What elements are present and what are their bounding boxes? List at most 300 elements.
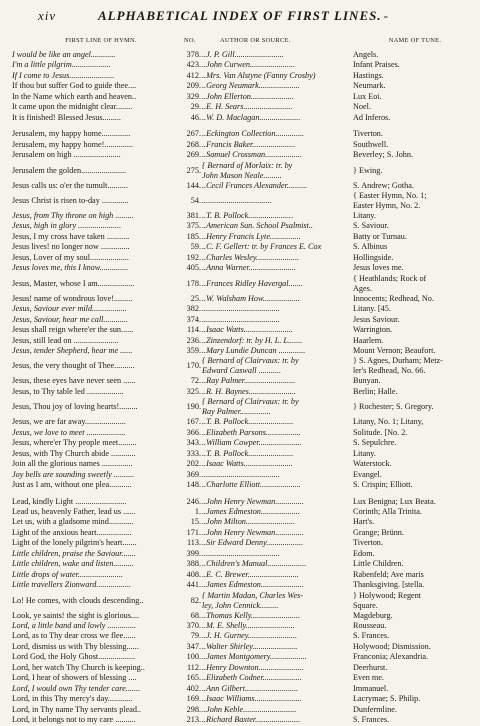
- hymn-number: 46.: [190, 112, 201, 122]
- tune-name: Holywood; Dismission.: [353, 641, 431, 651]
- author-source: ..Frances Ridley Havergal.......: [202, 278, 303, 288]
- index-row: [12, 92, 470, 102]
- index-row: [12, 274, 470, 294]
- tune-name: } S. Agnes, Durham; Metz- ler's Redhead, No. 66.: [353, 356, 443, 376]
- tune-name: Infant Praises.: [353, 60, 400, 70]
- tune-name: Litany. [45.: [353, 304, 391, 314]
- tune-name: S. Andrew; Gotha.: [353, 180, 414, 190]
- first-line: If I come to Jesus......................: [12, 70, 115, 80]
- first-line: Lord, in Thy name Thy servants plead..: [12, 704, 142, 714]
- hymn-number: 366.: [186, 427, 201, 437]
- index-row: [12, 50, 470, 60]
- index-row: [12, 211, 470, 221]
- index-row: [12, 221, 470, 231]
- first-line: Light of the anxious heart.................: [12, 527, 132, 537]
- first-line: Lord, in this Thy mercy's day............: [12, 694, 133, 704]
- first-line: Lord, I would own Thy tender care.......: [12, 683, 141, 693]
- index-row: [12, 684, 470, 694]
- column-header-first-line: FIRST LINE OF HYMN.: [65, 37, 137, 44]
- index-row: [12, 150, 470, 160]
- hymn-number: 82.: [190, 595, 201, 605]
- first-line: Jesus, Saviour ever mild.................: [12, 304, 127, 314]
- index-row: [12, 428, 470, 438]
- hymn-number: 178.: [186, 278, 201, 288]
- index-row: [12, 538, 470, 548]
- page-title: ALPHABETICAL INDEX OF FIRST LINES.: [98, 8, 382, 23]
- author-source: { Bernard of Clairvaux: tr. by Ray Palmer...............: [202, 397, 299, 417]
- tune-name: Deerhurst.: [353, 662, 388, 672]
- author-source: ..Henry Downton......................: [202, 662, 304, 672]
- author-source: ..W. Walsham How..................: [202, 293, 300, 303]
- author-source: ..Charles Wesley.....................: [202, 252, 300, 262]
- hymn-number: 165.: [186, 673, 201, 683]
- hymn-number: 374.: [186, 314, 201, 324]
- hymn-number: 382.: [186, 304, 201, 314]
- first-line: It came upon the midnight clear........: [12, 102, 133, 112]
- author-source: ..M. E. Shelly........................: [202, 621, 295, 631]
- tune-name: S. Frances.: [353, 715, 390, 725]
- tune-name: Dunfermline.: [353, 704, 397, 714]
- tune-name: Little Children.: [353, 559, 404, 569]
- index-row: [12, 570, 470, 580]
- first-line: Jerusalem, my happy home!..............: [12, 139, 133, 149]
- author-source: { Bernard of Clairvaux: tr. by Edward Caswall ...........: [202, 356, 299, 376]
- first-line: Lo! He comes, with clouds descending..: [12, 595, 144, 605]
- author-source: ..Eckington Collection..............: [202, 129, 305, 139]
- index-row: [12, 580, 470, 590]
- first-line: Lord, dismiss us with Thy blessing......: [12, 641, 139, 651]
- tune-name: Franconia; Alexandria.: [353, 652, 429, 662]
- hymn-number: 275.: [186, 165, 201, 175]
- index-row: [12, 376, 470, 386]
- first-line: Jerusalem the golden......................: [12, 165, 127, 175]
- hymn-number: 167.: [186, 417, 201, 427]
- first-line: Little drops of water......................: [12, 569, 123, 579]
- index-row: [12, 387, 470, 397]
- index-row: [12, 346, 470, 356]
- hymn-number: 1.: [194, 506, 201, 516]
- index-row: [12, 315, 470, 325]
- author-source: ..T. B. Pollock......................: [202, 417, 294, 427]
- author-source: ..John Milton........................: [202, 517, 296, 527]
- first-line: Jesus, high in glory .....................: [12, 221, 122, 231]
- hymn-number: 15.: [190, 517, 201, 527]
- first-line: Just as I am, without one plea...........: [12, 480, 132, 490]
- first-line: Jesus, these eyes have never seen ......: [12, 376, 136, 386]
- tune-name: Magdeburg.: [353, 610, 393, 620]
- index-row: [12, 336, 470, 346]
- author-source: ..Isaac Watts........................: [202, 325, 293, 335]
- author-source: ..James Edmeston.....................: [202, 580, 304, 590]
- author-source: ......................................: [202, 314, 280, 324]
- index-row: [12, 517, 470, 527]
- tune-name: S. Frances.: [353, 631, 390, 641]
- hymn-number: 54.: [190, 195, 201, 205]
- first-line: Joy bells are sounding sweetly ..........: [12, 469, 135, 479]
- column-headers: [12, 32, 470, 44]
- first-line: Light of the lonely pilgrim's heart.......: [12, 538, 137, 548]
- hymn-number: 148.: [186, 480, 201, 490]
- hymn-number: 378.: [186, 50, 201, 59]
- index-row: [12, 304, 470, 314]
- author-source: ..Thomas Kelly........................: [202, 610, 301, 620]
- tune-name: Solitude. [No. 2.: [353, 427, 408, 437]
- first-line: Little children, wake and listen..........: [12, 559, 134, 569]
- first-line: Lord, as to Thy dear cross we flee......: [12, 631, 136, 641]
- author-source: ..John Keble..........................: [202, 704, 297, 714]
- index-row: [12, 181, 470, 191]
- index-row: [12, 129, 470, 139]
- hymn-number: 79.: [190, 631, 201, 641]
- first-line: Lord, her watch Thy Church is keeping..: [12, 662, 145, 672]
- index-row: [12, 191, 470, 211]
- tune-name: Hastings.: [353, 70, 384, 80]
- hymn-number: 412.: [186, 70, 201, 80]
- hymn-number: 246.: [186, 496, 201, 506]
- tune-name: Litany.: [353, 448, 376, 458]
- author-source: { Martin Madan, Charles Wes- ley, John Cennick.........: [202, 590, 303, 610]
- author-source: ..James Edmeston...................: [202, 506, 300, 516]
- author-source: { Bernard of Morlaix: tr. by John Mason Neale.........: [202, 160, 293, 180]
- hymn-number: 113.: [186, 538, 201, 548]
- index-row: [12, 611, 470, 621]
- hymn-number: 192.: [186, 252, 201, 262]
- tune-name: Rousseau.: [353, 621, 387, 631]
- first-line: If thou but suffer God to guide thee....: [12, 81, 137, 91]
- tune-name: Ad Inferos.: [353, 112, 391, 122]
- tune-name: Jesus loves me.: [353, 263, 404, 273]
- tune-name: Neumark.: [353, 81, 386, 91]
- hymn-number: 114.: [186, 325, 201, 335]
- author-source: ..Cecil Frances Alexander..........: [202, 180, 308, 190]
- tune-name: } Ewing.: [353, 165, 383, 175]
- tune-name: Angels.: [353, 50, 379, 59]
- first-line: Jesus lives! no longer now ..............: [12, 242, 130, 252]
- tune-name: Evangel.: [353, 469, 382, 479]
- hymn-number: 370.: [186, 621, 201, 631]
- author-source: ..................................: [202, 195, 272, 205]
- tune-name: Lux Benigna; Lux Beata.: [353, 496, 436, 506]
- first-line: Look, ye saints! the sight is glorious....: [12, 610, 140, 620]
- author-source: ......................................: [202, 304, 280, 314]
- author-source: ..W. D. Maclagan....................: [202, 112, 301, 122]
- index-row: [12, 113, 470, 123]
- tune-name: { Easter Hymn, No. 1; Easter Hymn, No. 2.: [353, 190, 427, 210]
- first-line: Jesus, Saviour, hear me call............: [12, 314, 128, 324]
- page-number: xiv: [38, 8, 57, 23]
- hymn-number: 375.: [186, 221, 201, 231]
- author-source: ..Charlotte Elliott....................: [202, 480, 301, 490]
- tune-name: Lux Eoi.: [353, 91, 382, 101]
- tune-name: Mount Vernon; Beaufort.: [353, 345, 436, 355]
- index-row: [12, 449, 470, 459]
- index-section-i: [12, 50, 470, 123]
- author-source: ..American Sun. School Psalmist..: [202, 221, 313, 231]
- first-line: Jesus loves me, this I know..............: [12, 263, 129, 273]
- hymn-number: 369.: [186, 469, 201, 479]
- first-line: It is finished! Blessed Jesus.........: [12, 112, 121, 122]
- hymn-number: 423.: [186, 60, 201, 70]
- hymn-number: 29.: [190, 102, 201, 112]
- index-row: [12, 242, 470, 252]
- author-source: ..J. P. Gill........................: [202, 50, 284, 59]
- first-line: Jerusalem on high .......................: [12, 150, 121, 160]
- index-row: [12, 356, 470, 376]
- first-line: Lead us, heavenly Father, lead us ......: [12, 506, 136, 516]
- author-source: ......................................: [202, 548, 280, 558]
- author-source: ..John Curwen......................: [202, 60, 296, 70]
- first-line: Jesus, Thou joy of loving hearts!.........: [12, 402, 138, 412]
- tune-name: Batty or Turnau.: [353, 231, 407, 241]
- index-row: [12, 102, 470, 112]
- index-row: [12, 497, 470, 507]
- author-source: ..William Cowper.....................: [202, 438, 302, 448]
- author-source: ..E. C. Brewer.........................: [202, 569, 299, 579]
- hymn-number: 408.: [186, 569, 201, 579]
- tune-name: } Holywood; Regent Square.: [353, 590, 422, 610]
- index-row: [12, 673, 470, 683]
- author-source: ..J. H. Gurney........................: [202, 631, 298, 641]
- tune-name: S. Sepulchre.: [353, 438, 397, 448]
- tune-name: Warrington.: [353, 325, 393, 335]
- first-line: Jesus calls us: o'er the tumult..........: [12, 180, 128, 190]
- hymn-number: 269.: [186, 150, 201, 160]
- author-source: ..Richard Baxter......................: [202, 715, 301, 725]
- hymn-number: 267.: [186, 129, 201, 139]
- tune-name: } Rochester; S. Gregory.: [353, 402, 434, 412]
- hymn-number: 325.: [186, 386, 201, 396]
- author-source: ..Isaac Watts........................: [202, 459, 293, 469]
- hymn-number: 25.: [190, 293, 201, 303]
- tune-name: Hart's.: [353, 517, 375, 527]
- first-line: Jesus, with Thy Church abide ............: [12, 448, 136, 458]
- first-line: Jesus, Master, whose I am..................: [12, 278, 135, 288]
- first-line: Jesus, still lead on ......................: [12, 335, 119, 345]
- title-mark: -: [383, 8, 389, 23]
- tune-name: { Heathlands; Rock of Ages.: [353, 273, 427, 293]
- first-line: I'm a little pilgrim...................: [12, 60, 111, 70]
- hymn-number: 68.: [190, 610, 201, 620]
- index-row: [12, 459, 470, 469]
- hymn-number: 298.: [186, 704, 201, 714]
- index-row: [12, 694, 470, 704]
- tune-name: Waterstock.: [353, 459, 392, 469]
- tune-name: Jesus Saviour.: [353, 314, 400, 324]
- first-line: Lord, I hear of showers of blessing ....: [12, 673, 137, 683]
- author-source: ..Isaac Williams.......................: [202, 694, 302, 704]
- first-line: Jesus, we love to meet ...................: [12, 427, 126, 437]
- hymn-number: 268.: [186, 139, 201, 149]
- author-source: ..Sir Edward Denny..................: [202, 538, 304, 548]
- index-row: [12, 71, 470, 81]
- column-header-tune: NAME OF TUNE.: [388, 37, 442, 44]
- index-row: [12, 480, 470, 490]
- tune-name: S. Saviour.: [353, 221, 389, 231]
- hymn-number: 441.: [186, 580, 201, 590]
- hymn-number: 329.: [186, 91, 201, 101]
- tune-name: Grange; Brünn.: [353, 527, 404, 537]
- index-row: [12, 621, 470, 631]
- author-source: ..T. B. Pollock......................: [202, 448, 294, 458]
- hymn-number: 59.: [190, 242, 201, 252]
- tune-name: Corinth; Alla Trinita.: [353, 506, 422, 516]
- tune-name: Tiverton.: [353, 538, 383, 548]
- index-row: [12, 438, 470, 448]
- tune-name: Hollingside.: [353, 252, 394, 262]
- tune-name: Lacrymae; S. Philip.: [353, 694, 421, 704]
- author-source: ..John Ellerton.....................: [202, 91, 294, 101]
- hymn-number: 359.: [186, 345, 201, 355]
- tune-name: Southwell.: [353, 139, 389, 149]
- author-source: ..John Henry Newman..............: [202, 527, 304, 537]
- index-row: [12, 397, 470, 417]
- index-row: [12, 652, 470, 662]
- index-row: [12, 232, 470, 242]
- index-row: [12, 591, 470, 611]
- author-source: ..Mrs. Van Alstyne (Fanny Crosby): [202, 70, 316, 80]
- index-row: [12, 417, 470, 427]
- tune-name: Innocents; Redhead, No.: [353, 293, 434, 303]
- hymn-number: 100.: [186, 652, 201, 662]
- hymn-number: 72.: [190, 376, 201, 386]
- first-line: Jesus Christ is risen to-day .............: [12, 195, 129, 205]
- author-source: ..Francis Baker.....................: [202, 139, 296, 149]
- author-source: ..R. H. Baynes.......................: [202, 386, 296, 396]
- hymn-number: 209.: [186, 81, 201, 91]
- index-row: [12, 663, 470, 673]
- author-source: ..Elizabeth Codner...................: [202, 673, 302, 683]
- first-line: Jesus! name of wondrous love!.........: [12, 293, 133, 303]
- index-row: [12, 631, 470, 641]
- first-line: Jesus, we are far away....................: [12, 417, 126, 427]
- hymn-number: 171.: [186, 527, 201, 537]
- tune-name: Beverley; S. John.: [353, 150, 414, 160]
- index-row: [12, 60, 470, 70]
- author-source: ..John Henry Newman..............: [202, 496, 304, 506]
- index-section-l: [12, 497, 470, 726]
- first-line: Let us, with a gladsome mind............: [12, 517, 134, 527]
- tune-name: Noel.: [353, 102, 371, 112]
- author-source: ..E. H. Sears........................: [202, 102, 293, 112]
- first-line: Lord God, the Holy Ghost..................: [12, 652, 136, 662]
- index-row: [12, 642, 470, 652]
- hymn-number: 399.: [186, 548, 201, 558]
- hymn-number: 170.: [186, 361, 201, 371]
- first-line: Jesus, the very thought of Thee..........: [12, 361, 135, 371]
- author-source: ..T. B. Pollock......................: [202, 210, 294, 220]
- tune-name: Litany, No. 1; Litany,: [353, 417, 424, 427]
- tune-name: Haarlem.: [353, 335, 384, 345]
- tune-name: Even me.: [353, 673, 384, 683]
- index-row: [12, 253, 470, 263]
- tune-name: S. Albinus: [353, 242, 388, 252]
- first-line: Jesus shall reign where'er the sun......: [12, 325, 134, 335]
- first-line: Jesus, from Thy throne on high .........: [12, 210, 134, 220]
- hymn-number: 185.: [186, 231, 201, 241]
- first-line: Jerusalem, my happy home..............: [12, 129, 131, 139]
- author-source: ..C. F. Gellert: tr. by Frances E. Cox: [202, 242, 322, 252]
- hymn-number: 190.: [186, 402, 201, 412]
- author-source: ......................................: [202, 469, 280, 479]
- author-source: ..Georg Neumark....................: [202, 81, 300, 91]
- author-source: ..Mary Lundie Duncan .............: [202, 345, 306, 355]
- first-line: Jesus, I my cross have taken ...........: [12, 231, 130, 241]
- hymn-number: 343.: [186, 438, 201, 448]
- index-row: [12, 507, 470, 517]
- first-line: Jesus, to Thy table led ..................: [12, 386, 124, 396]
- index-section-j: [12, 129, 470, 490]
- tune-name: Rabenfeld; Ave maris: [353, 569, 424, 579]
- tune-name: Tiverton.: [353, 129, 383, 139]
- hymn-number: 169.: [186, 694, 201, 704]
- tune-name: Berlin; Halle.: [353, 386, 398, 396]
- index-row: [12, 705, 470, 715]
- hymn-number: 333.: [186, 448, 201, 458]
- author-source: ..Samuel Crossman..................: [202, 150, 302, 160]
- index-row: [12, 715, 470, 725]
- first-line: Jesus, tender Shepherd, hear me ......: [12, 345, 133, 355]
- first-line: Lord, it belongs not to my care ..........: [12, 715, 136, 725]
- author-source: ..Ray Palmer.........................: [202, 376, 296, 386]
- author-source: ..Elizabeth Parsons.................: [202, 427, 301, 437]
- hymn-number: 236.: [186, 335, 201, 345]
- hymn-number: 405.: [186, 263, 201, 273]
- first-line: Jesus, where'er Thy people meet.........: [12, 438, 137, 448]
- author-source: ..Zinzendorf: tr. by H. L. L.......: [202, 335, 303, 345]
- tune-name: Thanksgiving. [stella.: [353, 580, 425, 590]
- hymn-number: 144.: [186, 180, 201, 190]
- tune-name: Bunyan.: [353, 376, 381, 386]
- index-row: [12, 140, 470, 150]
- index-row: [12, 263, 470, 273]
- tune-name: S. Crispin; Elliott.: [353, 480, 413, 490]
- index-row: [12, 549, 470, 559]
- first-line: Join all the glorious names ...............: [12, 459, 133, 469]
- author-source: ..Ann Gilbert..........................: [202, 683, 299, 693]
- hymn-number: 402.: [186, 683, 201, 693]
- hymn-number: 112.: [186, 662, 201, 672]
- hymn-number: 213.: [186, 715, 201, 725]
- hymn-number: 202.: [186, 459, 201, 469]
- first-line: Little travellers Zionward.................: [12, 580, 132, 590]
- tune-name: Edom.: [353, 548, 375, 558]
- author-source: ..Walter Shirley......................: [202, 641, 298, 651]
- column-header-no: NO.: [184, 37, 196, 44]
- index-row: [12, 470, 470, 480]
- tune-name: Litany.: [353, 210, 376, 220]
- index-row: [12, 161, 470, 181]
- first-line: Little children, praise the Saviour.......: [12, 548, 136, 558]
- index-row: [12, 528, 470, 538]
- index-row: [12, 325, 470, 335]
- first-line: Lord, a little band and lowly ..............: [12, 621, 137, 631]
- index-row: [12, 559, 470, 569]
- index-row: [12, 294, 470, 304]
- first-line: Jesus, Lover of my soul...................: [12, 252, 129, 262]
- hymn-number: 381.: [186, 210, 201, 220]
- first-line: In the Name which earth and heaven..: [12, 91, 137, 101]
- tune-name: Immanuel.: [353, 683, 389, 693]
- index-row: [12, 81, 470, 91]
- column-header-author: AUTHOR OR SOURCE.: [220, 37, 291, 44]
- author-source: ..Children's Manual...................: [202, 559, 307, 569]
- author-source: ..Henry Francis Lyte...............: [202, 231, 301, 241]
- hymn-number: 388.: [186, 559, 201, 569]
- hymn-number: 347.: [186, 641, 201, 651]
- first-line: I would be like an angel............: [12, 50, 116, 59]
- first-line: Lead, kindly Light .........................: [12, 496, 127, 506]
- author-source: ..Anna Warner.......................: [202, 263, 296, 273]
